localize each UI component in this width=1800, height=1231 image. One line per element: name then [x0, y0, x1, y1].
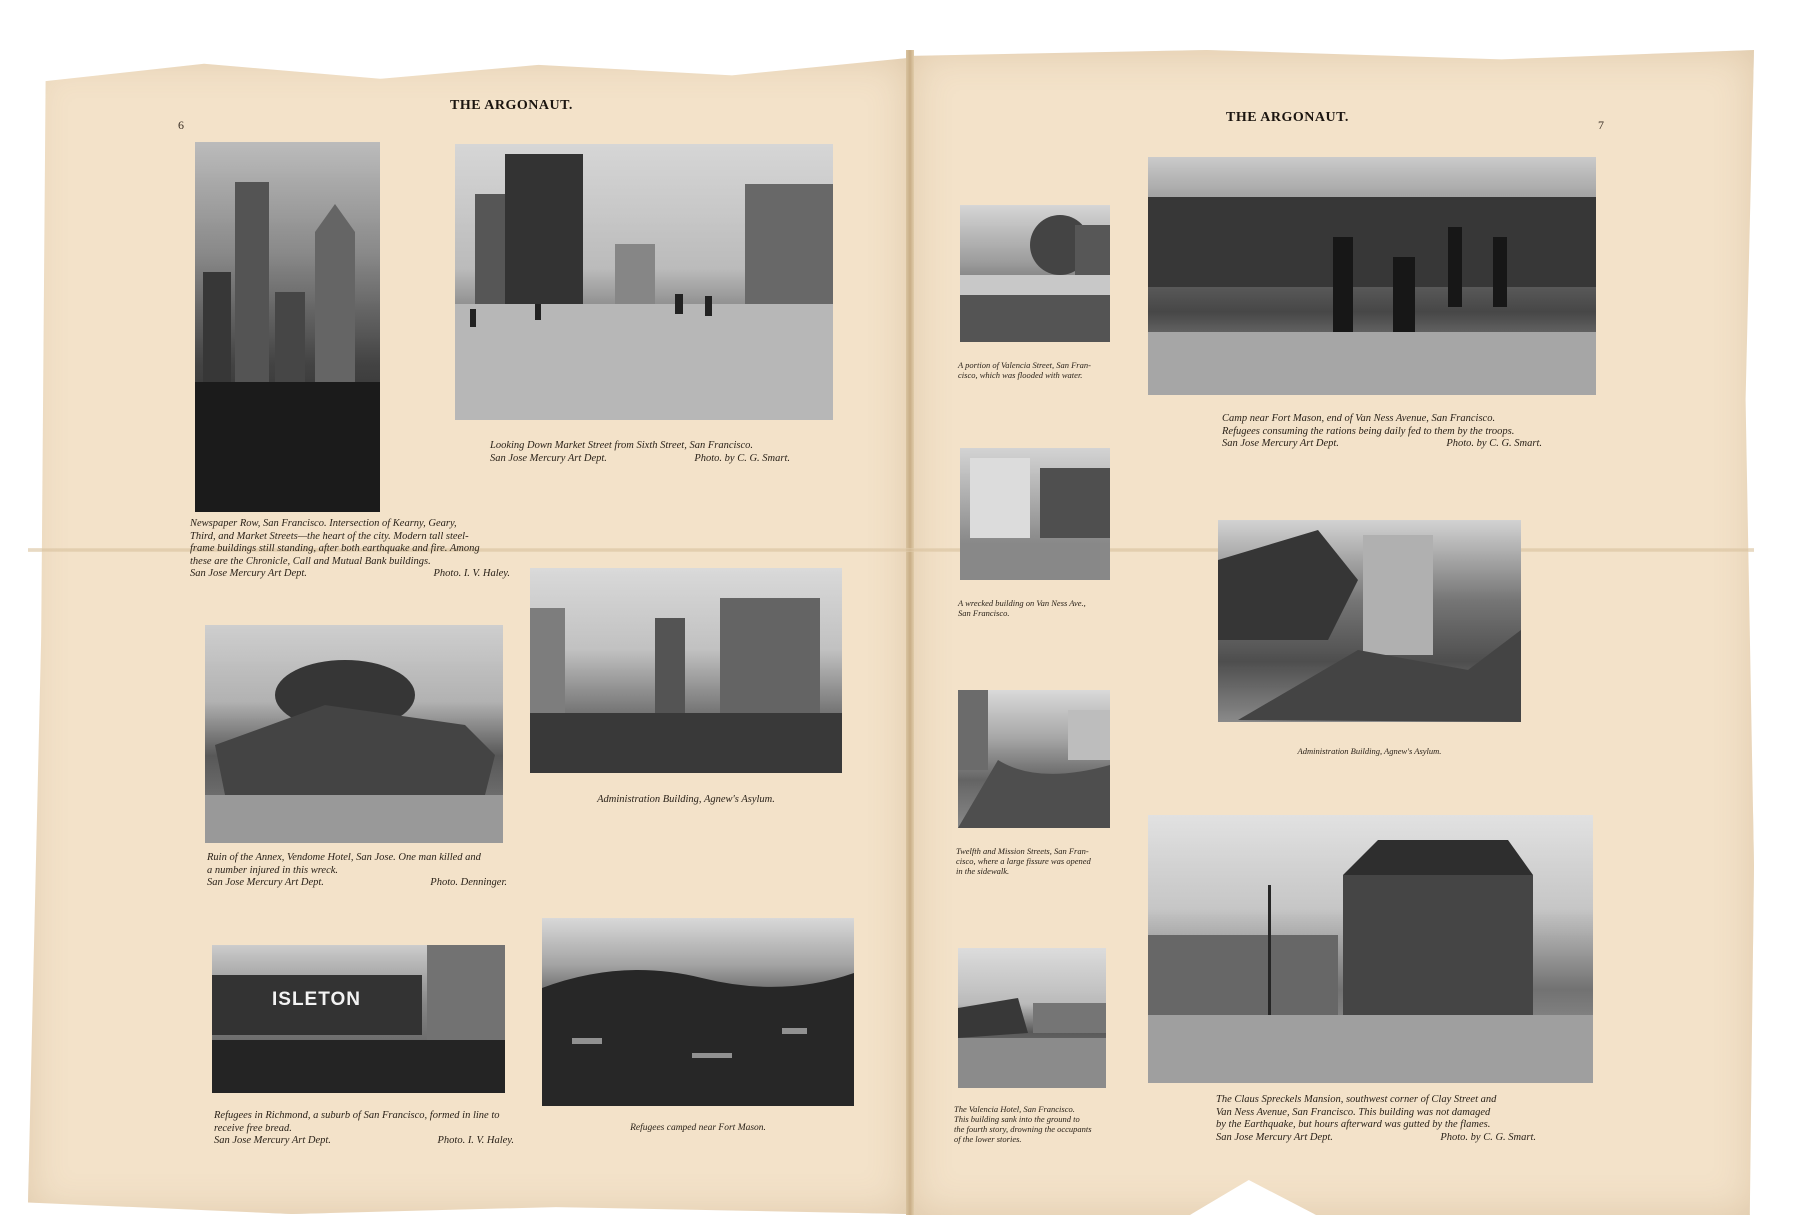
caption-credits — [190, 568, 510, 581]
caption-line: A wrecked building on Van Ness Ave., — [958, 598, 1086, 608]
photo-vendome-hotel — [205, 625, 503, 843]
photo-agnews-asylum-right — [1218, 520, 1521, 722]
photographer-credit: Photo. by C. G. Smart. — [694, 452, 790, 464]
photo-agnews-asylum-left — [530, 568, 842, 773]
caption-credits — [207, 877, 507, 890]
caption-line: San Francisco. — [958, 608, 1010, 618]
photo-market-street — [455, 144, 833, 420]
photo-newspaper-row — [195, 142, 380, 512]
art-dept-credit: San Jose Mercury Art Dept. — [207, 877, 324, 888]
caption-line: by the Earthquake, but hours afterward was gutted by the flames. — [1216, 1119, 1491, 1130]
caption-agnews-left — [530, 794, 842, 807]
caption-twelfth-mission — [956, 846, 1121, 876]
caption-line: Newspaper Row, San Francisco. Intersection of Kearny, Geary, — [190, 518, 457, 529]
caption-line: Refugees camped near Fort Mason. — [630, 1123, 766, 1133]
caption-line: frame buildings still standing, after both earthquake and fire. Among — [190, 543, 480, 554]
art-dept-credit: San Jose Mercury Art Dept. — [190, 568, 307, 579]
art-dept-credit: San Jose Mercury Art Dept. — [490, 452, 607, 464]
caption-richmond — [214, 1110, 514, 1148]
caption-vendome — [207, 852, 507, 890]
art-dept-credit: San Jose Mercury Art Dept. — [214, 1135, 331, 1146]
photo-twelfth-mission — [958, 690, 1110, 828]
caption-line: The Claus Spreckels Mansion, southwest corner of Clay Street and — [1216, 1094, 1497, 1105]
caption-credits — [1216, 1132, 1536, 1145]
caption-line: Looking Down Market Street from Sixth Street, San Francisco. — [490, 440, 754, 451]
photographer-credit: Photo. by C. G. Smart. — [1446, 438, 1542, 449]
photo-valencia-hotel — [958, 948, 1106, 1088]
caption-valencia-flood — [958, 360, 1118, 380]
caption-line: a number injured in this wreck. — [207, 864, 339, 876]
page-number-right: 7 — [1598, 118, 1604, 132]
caption-line: Third, and Market Streets—the heart of the city. Modern tall steel- — [190, 530, 469, 542]
center-fold — [906, 50, 914, 1215]
caption-line: The Valencia Hotel, San Francisco. — [954, 1104, 1075, 1114]
caption-line: Administration Building, Agnew's Asylum. — [1297, 746, 1442, 756]
caption-line: cisco, which was flooded with water. — [958, 370, 1083, 380]
caption-line: Administration Building, Agnew's Asylum. — [597, 794, 775, 805]
photo-spreckels-mansion — [1148, 815, 1593, 1083]
photo-fort-mason-camp-left — [542, 918, 854, 1106]
page-number-left: 6 — [178, 118, 184, 132]
photo-richmond-refugees — [212, 945, 505, 1093]
caption-credits — [214, 1135, 514, 1148]
caption-valencia-hotel — [954, 1104, 1124, 1144]
caption-line: This building sank into the ground to — [954, 1114, 1080, 1124]
caption-fort-mason-left — [542, 1122, 854, 1135]
caption-line: in the sidewalk. — [956, 866, 1010, 876]
photographer-credit: Photo. Denninger. — [430, 877, 507, 888]
caption-line: the fourth story, drowning the occupants — [954, 1124, 1092, 1134]
caption-line: Refugees consuming the rations being daily fed to them by the troops. — [1222, 425, 1515, 437]
caption-spreckels — [1216, 1094, 1536, 1144]
caption-newspaper-row — [190, 518, 510, 581]
caption-agnews-right — [1218, 746, 1521, 756]
caption-camp-fort-mason — [1222, 413, 1542, 451]
photographer-credit: Photo. by C. G. Smart. — [1440, 1131, 1536, 1143]
caption-line: Twelfth and Mission Streets, San Fran- — [956, 846, 1089, 856]
caption-line: cisco, where a large fissure was opened — [956, 856, 1091, 866]
caption-credits — [1222, 438, 1542, 451]
photo-camp-fort-mason — [1148, 157, 1596, 395]
art-dept-credit: San Jose Mercury Art Dept. — [1216, 1131, 1333, 1143]
caption-line: of the lower stories. — [954, 1134, 1022, 1144]
masthead-left: THE ARGONAUT. — [450, 98, 573, 113]
caption-line: Camp near Fort Mason, end of Van Ness Avenue, San Francisco. — [1222, 413, 1496, 424]
caption-line: receive free bread. — [214, 1122, 292, 1134]
caption-credits — [490, 453, 790, 466]
caption-line: Refugees in Richmond, a suburb of San Francisco, formed in line to — [214, 1110, 500, 1121]
masthead-right: THE ARGONAUT. — [1226, 110, 1349, 125]
caption-market-street — [490, 440, 790, 465]
caption-line: Van Ness Avenue, San Francisco. This building was not damaged — [1216, 1106, 1491, 1118]
caption-line: Ruin of the Annex, Vendome Hotel, San Jose. One man killed and — [207, 852, 481, 863]
photographer-credit: Photo. I. V. Haley. — [433, 568, 510, 579]
art-dept-credit: San Jose Mercury Art Dept. — [1222, 438, 1339, 449]
caption-line: A portion of Valencia Street, San Fran- — [958, 360, 1091, 370]
photo-van-ness-wreck — [960, 448, 1110, 580]
photo-valencia-flood — [960, 205, 1110, 342]
caption-line: these are the Chronicle, Call and Mutual Bank buildings. — [190, 555, 431, 567]
photographer-credit: Photo. I. V. Haley. — [437, 1135, 514, 1146]
caption-van-ness-wreck — [958, 598, 1118, 618]
storefront-sign: ISLETON — [272, 989, 361, 1010]
